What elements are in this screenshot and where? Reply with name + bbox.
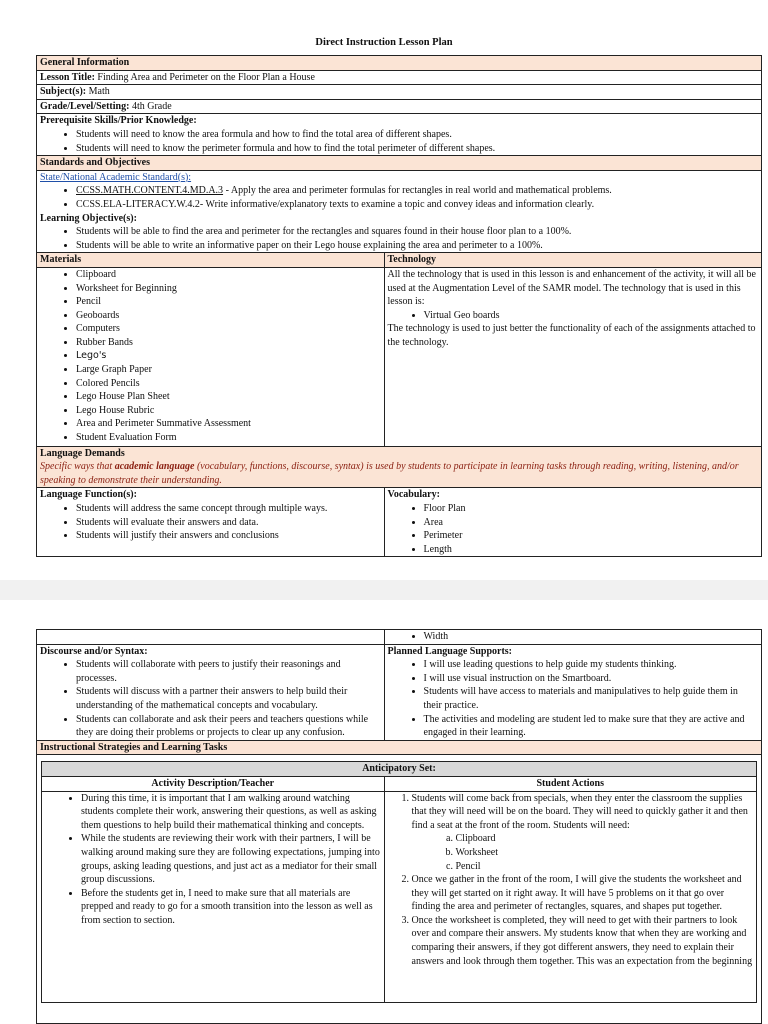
anticipatory-set-container [37,755,762,1024]
strategies-header: Instructional Strategies and Learning Tasks [37,740,762,755]
list-item: • Students will justify their answers and conclusions [76,529,381,543]
technology-paragraph-2: The technology is used to just better the functionality of each of the assignments attached to the technology. [387,323,756,348]
teacher-column-header: Activity Description/Teacher [42,776,385,791]
standards-header: Standards and Objectives [37,156,762,171]
list-item: • Student Evaluation Form [76,431,381,445]
list-item: • Before the students get in, I need to make sure that all materials are prepped and ready to go for a smooth transition into the lesson as well as from section to section. [81,887,381,928]
list-item: 1. Students will come back from specials, when they enter the classroom the supplies that they will need will be on the board. They will need to quickly gather it and then find a seat at the front of the room. Students will need: a. Clipboard b. Worksheet c. Pencil [412,792,754,874]
lesson-title-row: Lesson Title: Finding Area and Perimeter on the Floor Plan a House [37,70,762,85]
technology-paragraph-1: All the technology that is used in this lesson is and enhancement of the activity, it will all be used at the Augmentation Level of the SAMR model. The technology that is used in this lesson is: [387,268,756,308]
discourse-cell: Discourse and/or Syntax: • Students will collaborate with peers to justify their reasonings and processes. • Students will discuss with a partner their answers to help build their understanding of the mathematical concepts and vocabulary. • Students can collaborate and ask their peers and teachers questions while they are doing their problems or projects to clear up any confusion. [37,644,385,740]
list-item: • Students can collaborate and ask their peers and teachers questions while they are doing their problems or projects to clear up any confusion. [76,713,381,740]
standards-cell [37,170,762,253]
list-item: • Colored Pencils [76,377,381,391]
list-item: • Computers [76,322,381,336]
list-item: c. Pencil [456,860,754,874]
list-item: • Students will evaluate their answers and data. [76,516,381,530]
materials-header: Materials [37,253,385,268]
list-item: • Students will need to know the perimeter formula and how to find the total perimeter of different shapes. [76,142,758,156]
language-demands-header: Language Demands [40,447,125,459]
list-item: • Lego's [76,349,381,363]
document-title: Direct Instruction Lesson Plan [315,37,453,48]
vocabulary-cell: Vocabulary: • Floor Plan • Area • Perimeter • Length [384,488,761,557]
list-item: 3. Once the worksheet is completed, they will need to get with their partners to look over and compare their answers. My students know that when they are working and comparing their answers, if they got different answers, they need to explain their answers and look through them together. This was an expectation from the beginning [412,914,754,968]
lesson-plan-table-2 [36,629,762,1024]
language-demands-cell [37,446,762,488]
grade-row: Grade/Level/Setting: 4th Grade [37,99,762,114]
list-item: • Students will address the same concept through multiple ways. [76,502,381,516]
vocabulary-cont-cell [384,630,761,645]
objectives-label: Learning Objective(s): [40,212,137,224]
list-item: • Floor Plan [424,502,758,516]
list-item: • Area and Perimeter Summative Assessment [76,417,381,431]
list-item: • Rubber Bands [76,336,381,350]
anticipatory-set-title: Anticipatory Set: [42,762,757,777]
page-2 [0,600,768,1024]
list-item: b. Worksheet [456,846,754,860]
list-item: • While the students are reviewing their work with their partners, I will be walking around making sure they are following expectations, jumping into groups, asking leading questions, and just act as a mediator for their small group discussions. [81,832,381,886]
student-actions-cell [384,791,757,1002]
list-item: • I will use visual instruction on the Smartboard. [424,672,758,686]
technology-cell [384,267,761,446]
ccss-math-link[interactable]: CCSS.MATH.CONTENT.4.MD.A.3 [76,185,224,197]
anticipatory-set-table [41,761,757,1002]
materials-cell [37,267,385,446]
list-item: • Students will have access to materials and manipulatives to help guide them in their practice. [424,685,758,712]
language-demands-desc: Specific ways that academic language (vocabulary, functions, discourse, syntax) is used by students to participate in learning tasks through reading, writing, listening, and/or speaking to demonstrate their understanding. [40,461,739,486]
list-item: • Width [424,630,758,644]
list-item: • Lego House Plan Sheet [76,390,381,404]
subject-row: Subject(s): Math [37,85,762,100]
lesson-plan-table-1 [36,55,762,557]
technology-header: Technology [384,253,761,268]
list-item: • Virtual Geo boards [424,309,758,323]
prereq-cell: Prerequisite Skills/Prior Knowledge: • Students will need to know the area formula and how to find the total area of different shapes. • Students will need to know the perimeter formula and how to find the total perimeter of different shapes. [37,114,762,156]
list-item: • Length [424,543,758,557]
language-functions-cell: Language Function(s): • Students will address the same concept through multiple ways. • Students will evaluate their answers and data. • Students will justify their answers and conclusions [37,488,385,557]
list-item: • Large Graph Paper [76,363,381,377]
list-item: • Area [424,516,758,530]
state-standards-link[interactable]: State/National Academic Standard(s): [40,171,192,183]
list-item: • Students will be able to find the area and perimeter for the rectangles and squares found in their house floor plan to a 100%. [76,225,758,239]
supports-cell: Planned Language Supports: • I will use leading questions to help guide my students thinking. • I will use visual instruction on the Smartboard. • Students will have access to materials and manipulatives to help guide them in their practice. • The activities and modeling are student led to make sure that they are active and engaged in their learning. [384,644,761,740]
list-item: • CCSS.MATH.CONTENT.4.MD.A.3 - Apply the area and perimeter formulas for rectangles in real world and mathematical problems. [76,184,758,198]
list-item: a. Clipboard [456,832,754,846]
list-item: • I will use leading questions to help guide my students thinking. [424,658,758,672]
list-item: • Worksheet for Beginning [76,282,381,296]
list-item: • Students will be able to write an informative paper on their Lego house explaining the area and perimeter to a 100%. [76,239,758,253]
list-item: • Clipboard [76,268,381,282]
list-item: 2. Once we gather in the front of the room, I will give the students the worksheet and they will get started on it right away. It will have 5 problems on it that go over finding the area and perimeter of rectangles, squares, and shapes put together. [412,873,754,914]
student-column-header: Student Actions [384,776,757,791]
list-item: • Geoboards [76,309,381,323]
list-item: • Students will need to know the area formula and how to find the total area of different shapes. [76,128,758,142]
list-item: • Lego House Rubric [76,404,381,418]
list-item: • The activities and modeling are student led to make sure that they are active and engaged in their learning. [424,713,758,740]
teacher-actions-cell [42,791,385,1002]
list-item: • During this time, it is important that I am walking around watching students complete their work, answering their questions, as well as asking them questions to help build their mathematical thinking and concepts. [81,792,381,833]
list-item: • Pencil [76,295,381,309]
empty-cell [37,630,385,645]
general-info-header: General Information [37,56,762,71]
list-item: • Students will collaborate with peers to justify their reasonings and processes. [76,658,381,685]
list-item: • CCSS.ELA-LITERACY.W.4.2- Write informative/explanatory texts to examine a topic and convey ideas and information clearly. [76,198,758,212]
list-item: • Students will discuss with a partner their answers to help build their understanding of the mathematical concepts and vocabulary. [76,685,381,712]
list-item: • Perimeter [424,529,758,543]
